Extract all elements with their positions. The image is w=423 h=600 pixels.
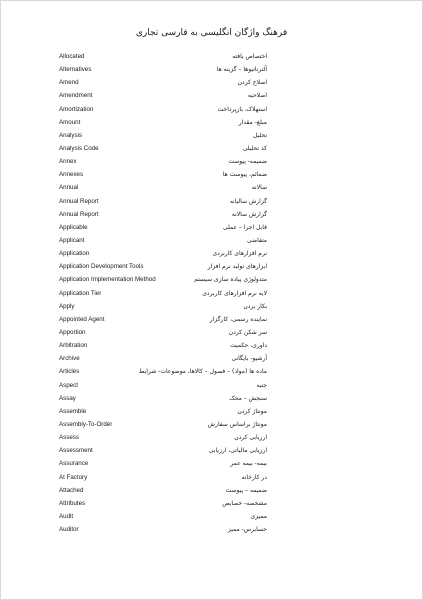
english-term: Amortization: [59, 105, 94, 113]
glossary-row: [1, 145, 422, 158]
glossary-row: [1, 66, 422, 79]
persian-translation: داوری، حکمیت: [230, 342, 267, 350]
persian-translation: نماینده رسمی، کارگزار: [209, 315, 267, 323]
glossary-row: [1, 329, 422, 342]
english-term: Analysis: [59, 131, 83, 139]
glossary-row: [1, 119, 422, 132]
glossary-row: [1, 276, 422, 289]
english-term: Annexes: [59, 171, 84, 179]
persian-translation: در کارخانه: [241, 473, 267, 481]
glossary-row: [1, 355, 422, 368]
glossary-row: [1, 421, 422, 434]
glossary-row: [1, 184, 422, 197]
english-term: Applicant: [59, 236, 85, 244]
english-term: Annex: [59, 158, 77, 166]
glossary-row: [1, 53, 422, 66]
english-term: Allocated: [59, 53, 85, 60]
english-term: Annual: [59, 184, 79, 192]
glossary-row: [1, 263, 422, 276]
english-term: Assembly-To-Order: [59, 420, 113, 428]
persian-translation: لایه نرم افزارهای کاربردی: [202, 289, 267, 297]
glossary-row: [1, 106, 422, 119]
glossary-row: [1, 460, 422, 473]
persian-translation: اختصاص یافته: [232, 53, 267, 60]
persian-translation: ممیزی: [250, 512, 267, 520]
glossary-row: [1, 474, 422, 487]
glossary-row: [1, 171, 422, 184]
persian-translation: آرشیو- بایگانی: [231, 355, 267, 363]
english-term: Application Development Tools: [59, 263, 144, 271]
persian-translation: قابل اجرا – عملی: [222, 223, 267, 231]
glossary-row: [1, 368, 422, 381]
english-term: Annual Report: [59, 197, 99, 205]
english-term: Amount: [59, 118, 81, 126]
glossary-row: [1, 487, 422, 500]
glossary-row: [1, 92, 422, 105]
english-term: Attributes: [59, 499, 86, 507]
english-term: Alternatives: [59, 66, 92, 74]
persian-translation: ضمائم، پیوست ها: [222, 171, 267, 179]
persian-translation: بیمه- بیمه عمر: [230, 460, 267, 468]
glossary-row: [1, 382, 422, 395]
english-term: Applicable: [59, 223, 88, 231]
persian-translation: کد تحلیلی: [242, 144, 267, 152]
persian-translation: سنجش – محک: [229, 394, 267, 402]
glossary-row: [1, 132, 422, 145]
english-term: Audit: [59, 512, 74, 520]
persian-translation: مبلغ- مقدار: [238, 118, 267, 126]
english-term: Application Tier: [59, 289, 102, 297]
persian-translation: سر شکن کردن: [228, 328, 267, 336]
persian-translation: آلترناتیوها – گزینه ها: [216, 66, 267, 74]
english-term: Amendment: [59, 92, 93, 100]
glossary-row: [1, 224, 422, 237]
glossary-row: [1, 500, 422, 513]
glossary-row: [1, 303, 422, 316]
glossary-row: [1, 237, 422, 250]
persian-translation: مونتاژ کردن: [237, 407, 267, 415]
english-term: Analysis Code: [59, 144, 99, 152]
english-term: Assemble: [59, 407, 87, 415]
glossary-row: [1, 158, 422, 171]
persian-translation: ابزارهای تولید نرم افزار: [207, 263, 267, 271]
glossary-row: [1, 250, 422, 263]
glossary-row: [1, 342, 422, 355]
glossary-row: [1, 526, 422, 539]
persian-translation: سالانه: [251, 184, 267, 192]
glossary-row: [1, 395, 422, 408]
english-term: Application: [59, 250, 90, 258]
persian-translation: ضمیمه- پیوست: [228, 158, 267, 166]
persian-translation: اصلاح کردن: [237, 79, 267, 87]
glossary-row: [1, 513, 422, 526]
document-title: فرهنگ واژگان انگلیسی به فارسی تجاری: [135, 28, 288, 38]
persian-translation: مونتاژ براساس سفارش: [207, 420, 267, 428]
english-term: Aspect: [59, 381, 78, 389]
english-term: Application Implementation Method: [59, 276, 156, 284]
english-term: Attached: [59, 486, 84, 494]
persian-translation: ارزیابی مالیاتی، ارزیابی: [208, 447, 267, 455]
english-term: Assess: [59, 434, 79, 442]
glossary-row: [1, 316, 422, 329]
glossary-list: [1, 53, 422, 539]
persian-translation: نرم افزارهای کاربردی: [212, 250, 267, 258]
persian-translation: ضمیمه – پیوست: [225, 486, 267, 494]
english-term: Assurance: [59, 460, 89, 468]
glossary-row: [1, 434, 422, 447]
glossary-row: [1, 447, 422, 460]
english-term: Archive: [59, 355, 80, 363]
english-term: Assessment: [59, 447, 93, 455]
glossary-row: [1, 408, 422, 421]
english-term: Auditor: [59, 526, 79, 534]
english-term: Annual Report: [59, 210, 99, 218]
persian-translation: تحلیل: [253, 131, 267, 139]
persian-translation: حسابرس- ممیز: [227, 526, 267, 534]
glossary-row: [1, 290, 422, 303]
persian-translation: اصلاحیه: [247, 92, 267, 100]
english-term: Apply: [59, 302, 75, 310]
persian-translation: ماده ها (مواد) – فصول – کالاها، موضوعات- شرایط: [138, 368, 267, 376]
english-term: Amend: [59, 79, 79, 87]
english-term: Assay: [59, 394, 76, 402]
glossary-row: [1, 79, 422, 92]
persian-translation: استهلاک، بازپرداخت: [217, 105, 267, 113]
persian-translation: متدولوژی پیاده سازی سیستم: [194, 276, 267, 284]
english-term: At Factory: [59, 473, 88, 481]
english-term: Arbitration: [59, 342, 88, 350]
glossary-row: [1, 198, 422, 211]
glossary-row: [1, 211, 422, 224]
english-term: Articles: [59, 368, 80, 376]
persian-translation: گزارش سالانه: [231, 210, 267, 218]
persian-translation: بکار بردن: [243, 302, 267, 310]
english-term: Appointed Agent: [59, 315, 105, 323]
persian-translation: ارزیابی کردن: [234, 434, 267, 442]
persian-translation: مشخصه- خصایص: [222, 499, 267, 507]
english-term: Apportion: [59, 328, 86, 336]
persian-translation: جنبه: [256, 381, 267, 389]
persian-translation: گزارش سالیانه: [229, 197, 267, 205]
persian-translation: متقاضی: [247, 236, 267, 244]
